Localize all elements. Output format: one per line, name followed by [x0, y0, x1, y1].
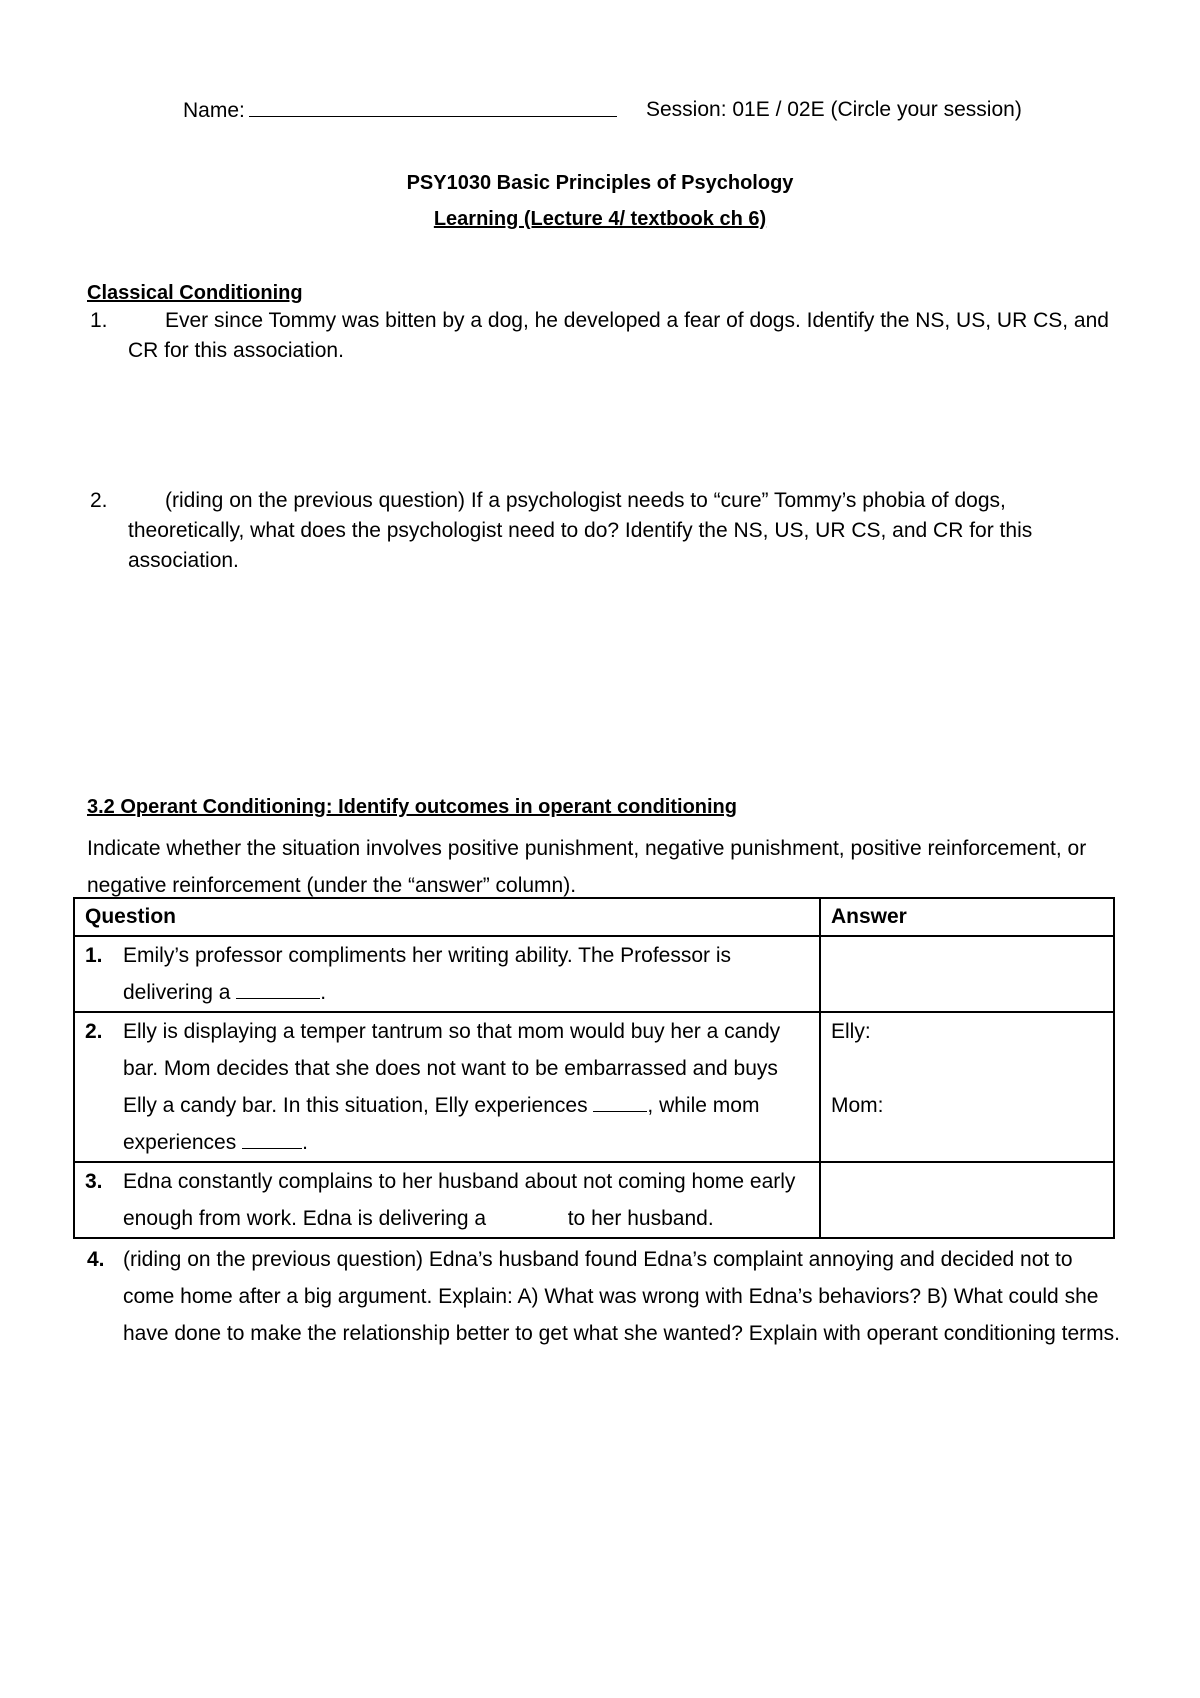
- question-cell: [74, 1162, 820, 1238]
- answer-cell[interactable]: [820, 1162, 1114, 1238]
- table-row: [74, 1012, 1114, 1162]
- answer-blank: [492, 1204, 562, 1225]
- operant-table: [73, 897, 1115, 1239]
- row-number: 2.: [85, 1020, 103, 1043]
- row-text-end: .: [302, 1131, 308, 1154]
- table-row: [74, 936, 1114, 1012]
- unit-title: Learning (Lecture 4/ textbook ch 6): [433, 208, 767, 230]
- row-text: Elly is displaying a temper tantrum so that mom would buy her a candy bar. Mom decides that she does not want to be embarrassed and buys Elly a candy bar. In this situation, Elly experiences: [123, 1020, 781, 1117]
- session-label: Session: 01E / 02E (Circle your session): [646, 98, 1022, 121]
- question-cell: [74, 1012, 820, 1162]
- row-number: 1.: [85, 944, 103, 967]
- course-title: PSY1030 Basic Principles of Psychology: [406, 172, 794, 194]
- answer-label-mom: Mom:: [831, 1094, 884, 1117]
- question-text: Ever since Tommy was bitten by a dog, he developed a fear of dogs. Identify the NS, US, UR CS, and CR for this association.: [128, 309, 1109, 362]
- question-text: (riding on the previous question) Edna’s husband found Edna’s complaint annoying and decided not to come home after a big argument. Explain: A) What was wrong with Edna’s behaviors? B) What could she have done to make the relationship better to get what she wanted? Explain with operant conditioning terms.: [123, 1248, 1120, 1345]
- question-number: 4.: [87, 1248, 105, 1271]
- answer-blank: [593, 1091, 647, 1112]
- answer-cell[interactable]: [820, 1012, 1114, 1162]
- question-cell: [74, 936, 820, 1012]
- question-number: 2.: [90, 489, 108, 512]
- table-row: [74, 1162, 1114, 1238]
- name-label: Name:: [183, 99, 245, 122]
- classical-conditioning-heading: Classical Conditioning: [87, 282, 303, 304]
- operant-instructions: Indicate whether the situation involves positive punishment, negative punishment, positive reinforcement, or negative reinforcement (under the “answer” column).: [87, 837, 1087, 897]
- question-number: 1.: [90, 309, 108, 332]
- operant-conditioning-heading: 3.2 Operant Conditioning: Identify outcomes in operant conditioning: [87, 796, 737, 818]
- row-text: Emily’s professor compliments her writing ability. The Professor is delivering a: [123, 944, 732, 1004]
- answer-label-elly: Elly:: [831, 1020, 871, 1043]
- column-header-answer: Answer: [820, 898, 1114, 936]
- answer-cell[interactable]: [820, 936, 1114, 1012]
- row-text-end: .: [320, 981, 327, 1004]
- table-header-row: [74, 898, 1114, 936]
- row-text-mid: , while mom experiences: [123, 1094, 760, 1154]
- answer-blank: [242, 1128, 302, 1149]
- name-blank-line: [249, 98, 617, 117]
- question-text: (riding on the previous question) If a psychologist needs to “cure” Tommy’s phobia of dogs, theoretically, what does the psychologist need to do? Identify the NS, US, UR CS, and CR for this association.: [128, 489, 1033, 572]
- row-number: 3.: [85, 1170, 103, 1193]
- row-text-end: to her husband.: [567, 1207, 714, 1230]
- name-row: [183, 98, 1083, 123]
- column-header-question: Question: [74, 898, 820, 936]
- answer-blank: [236, 978, 320, 999]
- row-text: Edna constantly complains to her husband about not coming home early enough from work. Edna is delivering a: [123, 1170, 796, 1230]
